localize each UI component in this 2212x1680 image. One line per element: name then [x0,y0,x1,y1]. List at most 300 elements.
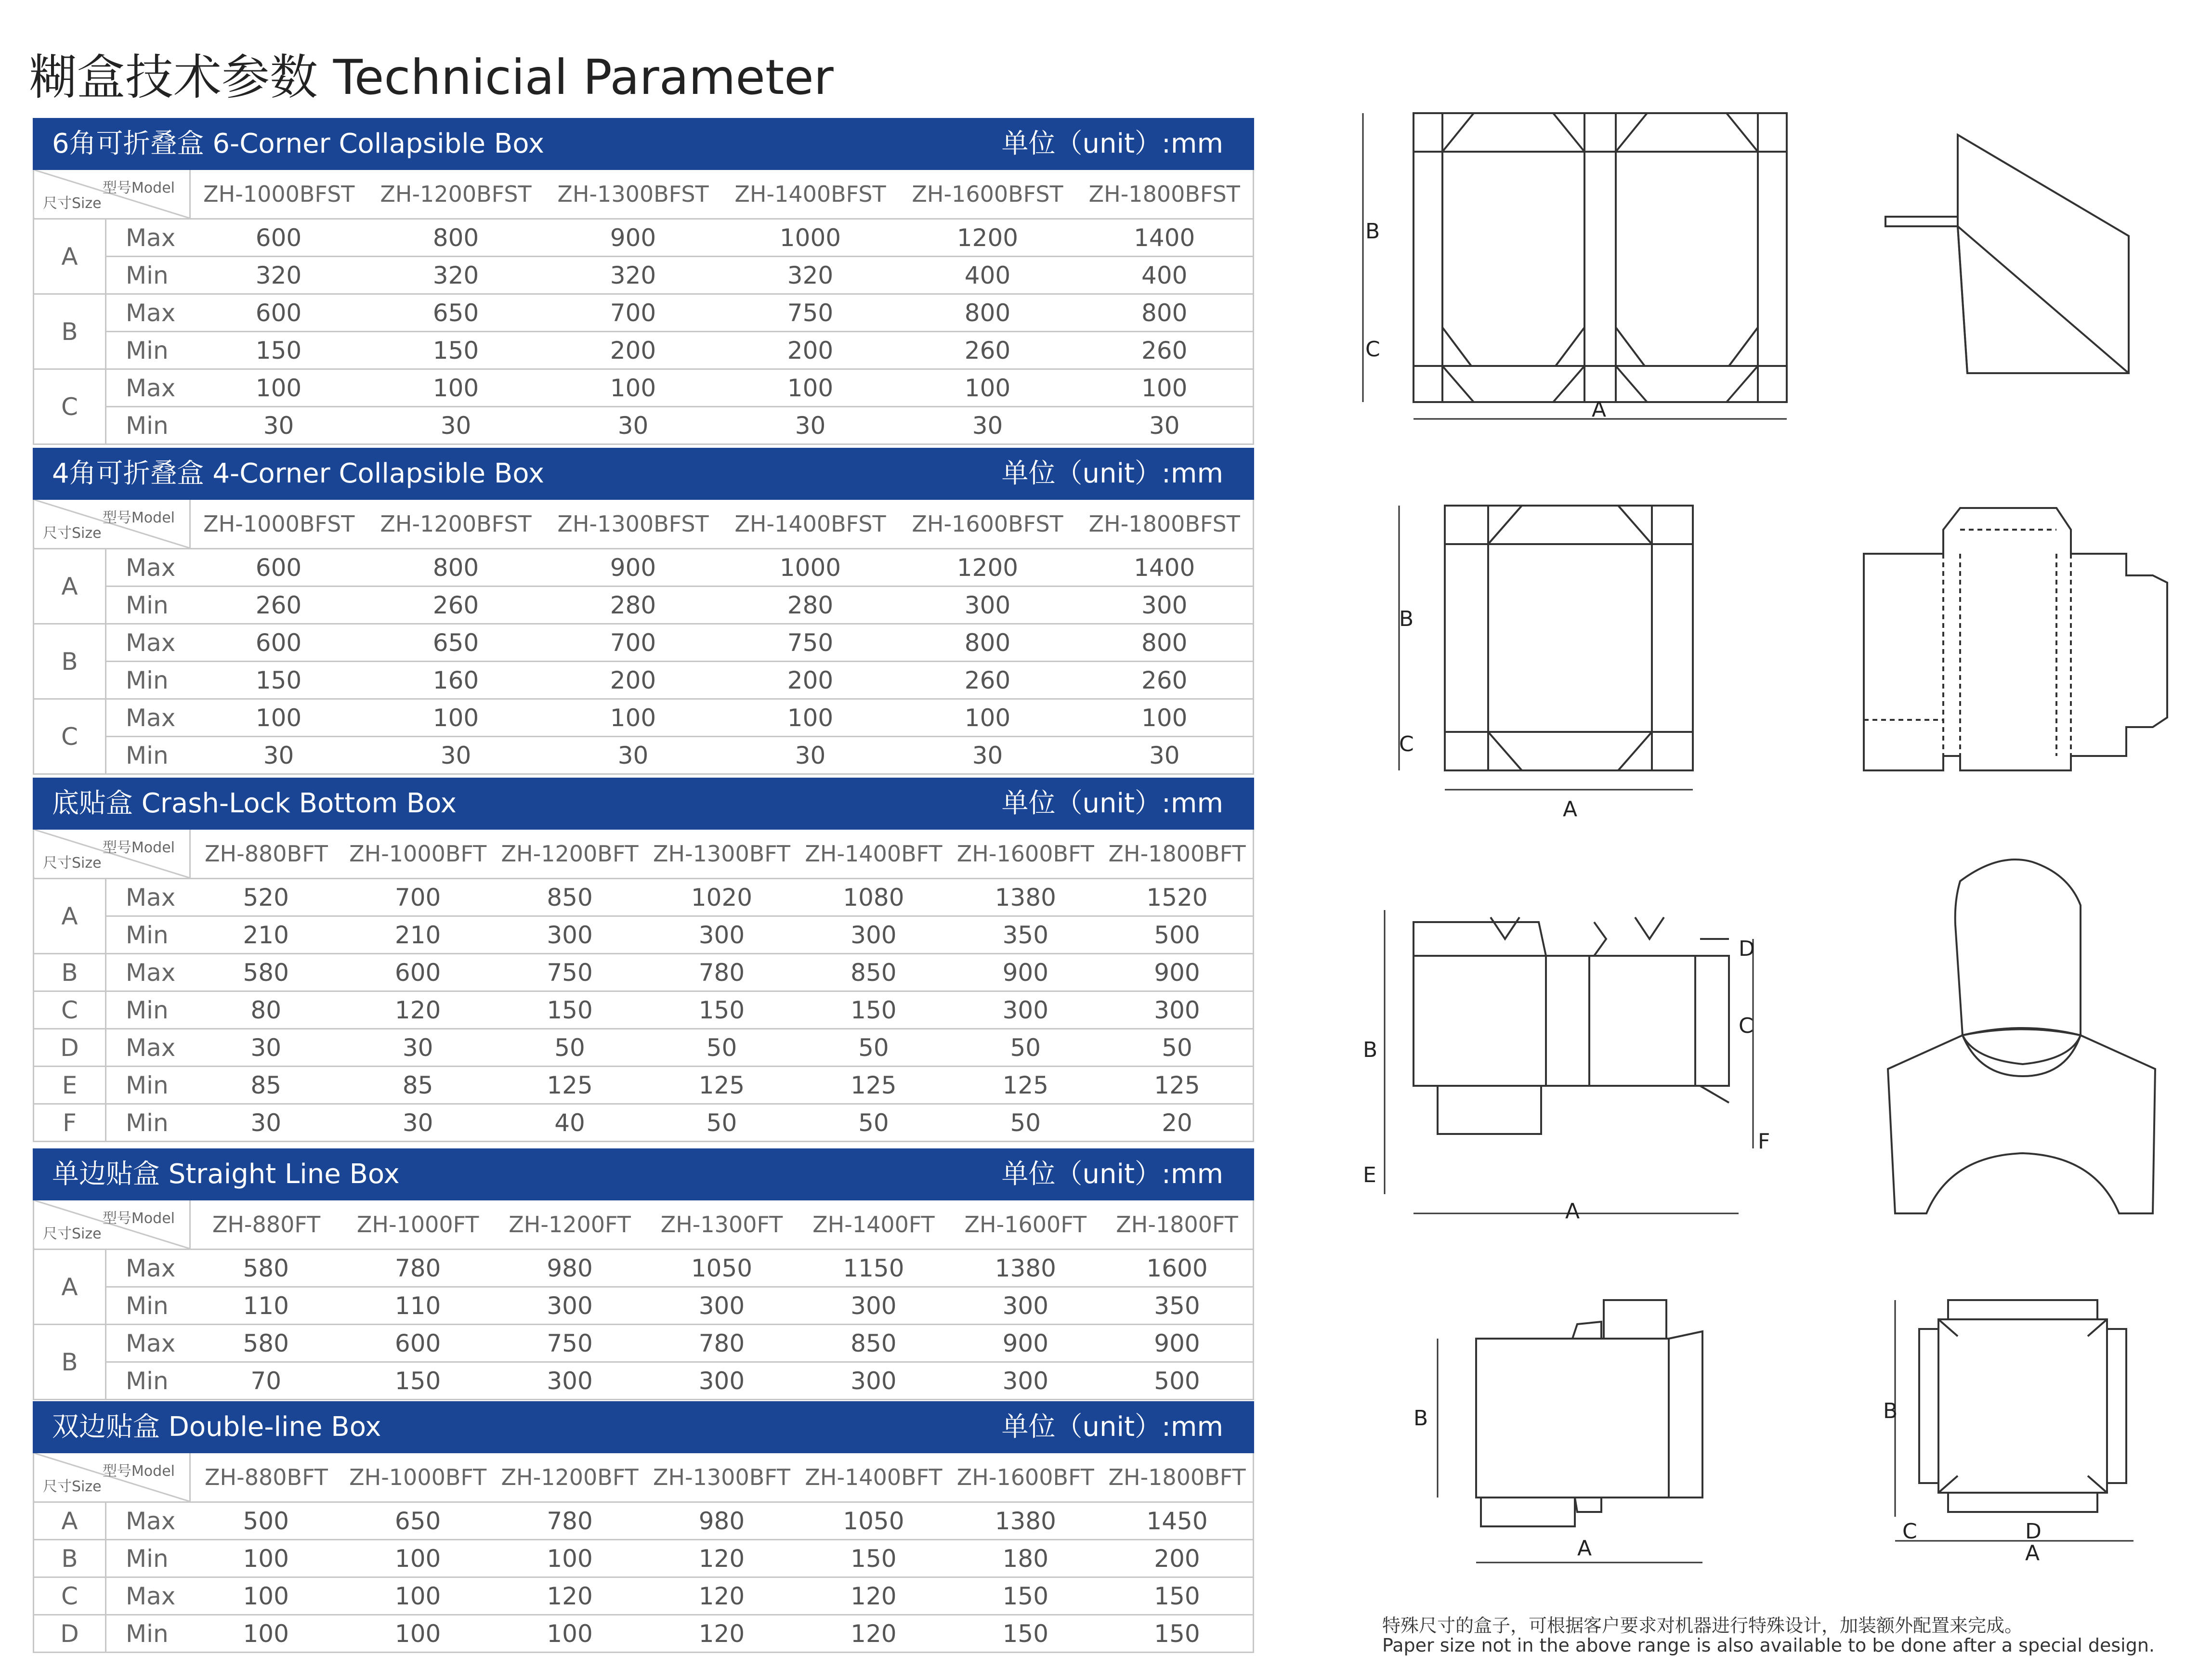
value-cell: 30 [1076,407,1254,444]
unit-label: 单位（unit）:mm [1001,1411,1223,1443]
value-cell: 100 [190,699,367,737]
diagram-label-c: C [1739,1014,1754,1038]
value-cell: 1000 [722,219,899,257]
model-name: ZH-1800BFT [1101,830,1253,879]
value-cell: 50 [950,1029,1101,1067]
value-cell: 650 [367,624,545,662]
model-name: ZH-1400BFST [722,500,899,549]
value-cell: 150 [494,991,645,1029]
model-name: ZH-1400BFST [722,170,899,219]
dimension-label: F [34,1104,106,1142]
value-cell: 320 [545,257,722,294]
model-name: ZH-1300BFT [646,830,798,879]
value-cell: 120 [342,991,494,1029]
value-cell: 300 [1076,586,1254,624]
value-cell: 150 [1101,1615,1253,1653]
model-name: ZH-1300FT [646,1200,798,1250]
model-name: ZH-880FT [190,1200,342,1250]
diagram-label-b: B [1414,1406,1428,1431]
value-cell: 100 [545,369,722,407]
value-cell: 120 [798,1577,949,1615]
value-cell: 30 [190,1104,342,1142]
value-cell: 50 [950,1104,1101,1142]
value-cell: 150 [798,1540,949,1577]
value-cell: 1400 [1076,219,1254,257]
value-cell: 750 [494,954,645,991]
value-cell: 850 [798,954,949,991]
diagram-label-c: C [1365,337,1380,362]
value-cell: 30 [722,407,899,444]
value-cell: 600 [190,624,367,662]
value-cell: 300 [494,1362,645,1400]
value-cell: 50 [646,1104,798,1142]
range-label: Min [106,1287,190,1325]
dimension-label: D [34,1029,106,1067]
model-name: ZH-1400BFT [798,1453,949,1502]
value-cell: 100 [190,1540,342,1577]
value-cell: 300 [899,586,1076,624]
diagram-label-a: A [2025,1541,2040,1565]
model-name: ZH-1400FT [798,1200,949,1250]
value-cell: 125 [950,1067,1101,1104]
value-cell: 125 [1101,1067,1253,1104]
value-cell: 150 [646,991,798,1029]
range-label: Max [106,624,190,662]
diagram-6-corner-3d [1885,135,2129,373]
value-cell: 780 [646,954,798,991]
model-name: ZH-1200BFT [494,1453,645,1502]
value-cell: 1380 [950,879,1101,916]
diagram-label-c: C [1399,732,1414,756]
value-cell: 900 [1101,954,1253,991]
size-label: 尺寸Size [43,855,102,872]
value-cell: 980 [494,1250,645,1287]
range-label: Max [106,1502,190,1540]
value-cell: 700 [342,879,494,916]
value-cell: 300 [494,916,645,954]
value-cell: 210 [342,916,494,954]
value-cell: 30 [1076,737,1254,774]
value-cell: 780 [646,1325,798,1362]
value-cell: 280 [722,586,899,624]
value-cell: 30 [190,737,367,774]
value-cell: 200 [545,662,722,699]
value-cell: 850 [798,1325,949,1362]
value-cell: 300 [798,1362,949,1400]
value-cell: 125 [494,1067,645,1104]
value-cell: 200 [722,662,899,699]
value-cell: 100 [722,699,899,737]
section-title: 底贴盒 Crash-Lock Bottom Box [52,788,457,819]
special-size-note-en: Paper size not in the above range is also available to be done after a special design. [1382,1635,2155,1656]
dimension-label: C [34,699,106,774]
model-name: ZH-1000BFT [342,830,494,879]
value-cell: 350 [950,916,1101,954]
value-cell: 750 [494,1325,645,1362]
model-name: ZH-1800FT [1101,1200,1253,1250]
value-cell: 1000 [722,549,899,586]
value-cell: 500 [1101,916,1253,954]
value-cell: 1600 [1101,1250,1253,1287]
value-cell: 280 [545,586,722,624]
range-label: Min [106,916,190,954]
model-label: 型号Model [102,839,175,856]
value-cell: 200 [1101,1540,1253,1577]
value-cell: 500 [190,1502,342,1540]
value-cell: 100 [367,699,545,737]
value-cell: 85 [190,1067,342,1104]
model-name: ZH-880BFT [190,1453,342,1502]
model-name: ZH-1600BFT [950,830,1101,879]
page-title: 糊盒技术参数 Technicial Parameter [29,49,834,105]
value-cell: 580 [190,954,342,991]
model-name: ZH-1200BFST [367,170,545,219]
value-cell: 100 [1076,369,1254,407]
value-cell: 30 [367,407,545,444]
model-name: ZH-1200BFT [494,830,645,879]
unit-label: 单位（unit）:mm [1001,128,1223,159]
value-cell: 30 [342,1029,494,1067]
value-cell: 50 [494,1029,645,1067]
range-label: Max [106,294,190,332]
value-cell: 120 [646,1577,798,1615]
value-cell: 1380 [950,1250,1101,1287]
model-label: 型号Model [102,180,175,196]
value-cell: 40 [494,1104,645,1142]
value-cell: 750 [722,624,899,662]
value-cell: 200 [722,332,899,369]
dimension-label: B [34,1325,106,1400]
value-cell: 30 [190,407,367,444]
dimension-label: A [34,219,106,294]
value-cell: 320 [367,257,545,294]
value-cell: 260 [1076,662,1254,699]
value-cell: 300 [798,1287,949,1325]
value-cell: 150 [798,991,949,1029]
value-cell: 100 [899,699,1076,737]
value-cell: 150 [1101,1577,1253,1615]
model-name: ZH-1800BFST [1076,500,1254,549]
dimension-label: B [34,954,106,991]
model-name: ZH-1000BFT [342,1453,494,1502]
model-name: ZH-1000BFST [190,170,367,219]
diagram-label-c: C [1902,1519,1917,1544]
value-cell: 100 [190,369,367,407]
range-label: Min [106,737,190,774]
value-cell: 70 [190,1362,342,1400]
range-label: Max [106,549,190,586]
value-cell: 700 [545,294,722,332]
value-cell: 160 [367,662,545,699]
value-cell: 80 [190,991,342,1029]
value-cell: 100 [545,699,722,737]
range-label: Min [106,1104,190,1142]
dimension-label: C [34,369,106,444]
value-cell: 300 [950,1362,1101,1400]
value-cell: 1520 [1101,879,1253,916]
dimension-label: B [34,294,106,369]
range-label: Max [106,1029,190,1067]
value-cell: 30 [545,737,722,774]
value-cell: 200 [545,332,722,369]
model-name: ZH-1800BFT [1101,1453,1253,1502]
range-label: Max [106,1577,190,1615]
value-cell: 780 [494,1502,645,1540]
value-cell: 300 [494,1287,645,1325]
value-cell: 750 [722,294,899,332]
range-label: Min [106,1615,190,1653]
value-cell: 600 [190,294,367,332]
diagram-label-d: D [2025,1519,2042,1544]
value-cell: 900 [545,219,722,257]
diagram-label-b: B [1399,607,1414,631]
value-cell: 20 [1101,1104,1253,1142]
value-cell: 110 [190,1287,342,1325]
model-label: 型号Model [102,1210,175,1227]
value-cell: 50 [798,1029,949,1067]
value-cell: 700 [545,624,722,662]
value-cell: 100 [190,1615,342,1653]
value-cell: 210 [190,916,342,954]
unit-label: 单位（unit）:mm [1001,458,1223,489]
value-cell: 30 [899,737,1076,774]
range-label: Min [106,1540,190,1577]
model-name: ZH-1200BFST [367,500,545,549]
value-cell: 900 [545,549,722,586]
value-cell: 150 [950,1615,1101,1653]
dimension-label: A [34,879,106,954]
value-cell: 110 [342,1287,494,1325]
model-name: ZH-1600BFST [899,170,1076,219]
range-label: Max [106,219,190,257]
value-cell: 1080 [798,879,949,916]
dimension-label: A [34,1250,106,1325]
value-cell: 100 [342,1615,494,1653]
value-cell: 50 [646,1029,798,1067]
diagram-label-a: A [1577,1536,1592,1561]
value-cell: 120 [494,1577,645,1615]
value-cell: 100 [494,1540,645,1577]
range-label: Max [106,1250,190,1287]
model-name: ZH-1300BFST [545,500,722,549]
value-cell: 600 [190,219,367,257]
value-cell: 30 [367,737,545,774]
value-cell: 520 [190,879,342,916]
value-cell: 30 [899,407,1076,444]
model-name: ZH-1000BFST [190,500,367,549]
diagram-label-e: E [1363,1163,1376,1187]
value-cell: 1380 [950,1502,1101,1540]
value-cell: 600 [342,954,494,991]
size-label: 尺寸Size [43,525,102,542]
value-cell: 100 [722,369,899,407]
value-cell: 100 [494,1615,645,1653]
value-cell: 50 [1101,1029,1253,1067]
value-cell: 500 [1101,1362,1253,1400]
special-size-note-cn: 特殊尺寸的盒子，可根据客户要求对机器进行特殊设计，加装额外配置来完成。 [1382,1615,2023,1636]
dimension-label: A [34,1502,106,1540]
dimension-label: D [34,1615,106,1653]
value-cell: 1020 [646,879,798,916]
value-cell: 30 [342,1104,494,1142]
model-name: ZH-1400BFT [798,830,949,879]
model-name: ZH-1000FT [342,1200,494,1250]
range-label: Min [106,662,190,699]
dimension-label: B [34,624,106,699]
diagram-crash-lock-3d [1888,860,2155,1213]
value-cell: 100 [342,1577,494,1615]
value-cell: 120 [646,1540,798,1577]
value-cell: 300 [798,916,949,954]
size-label: 尺寸Size [43,1225,102,1242]
range-label: Min [106,257,190,294]
value-cell: 1200 [899,219,1076,257]
value-cell: 1150 [798,1250,949,1287]
range-label: Max [106,954,190,991]
diagram-label-a: A [1592,397,1607,422]
range-label: Min [106,1362,190,1400]
diagram-label-b: B [1365,219,1380,244]
value-cell: 900 [1101,1325,1253,1362]
value-cell: 180 [950,1540,1101,1577]
unit-label: 单位（unit）:mm [1001,788,1223,819]
value-cell: 400 [899,257,1076,294]
dimension-label: C [34,991,106,1029]
value-cell: 350 [1101,1287,1253,1325]
range-label: Min [106,407,190,444]
value-cell: 600 [342,1325,494,1362]
value-cell: 800 [899,624,1076,662]
dimension-label: E [34,1067,106,1104]
size-label: 尺寸Size [43,195,102,212]
range-label: Min [106,1067,190,1104]
section-title: 4角可折叠盒 4-Corner Collapsible Box [52,458,544,489]
model-name: ZH-1300BFT [646,1453,798,1502]
value-cell: 1200 [899,549,1076,586]
value-cell: 150 [367,332,545,369]
section-title: 双边贴盒 Double-line Box [52,1411,381,1443]
diagram-label-a: A [1563,797,1578,821]
value-cell: 150 [342,1362,494,1400]
diagram-label-b: B [1883,1399,1898,1423]
value-cell: 300 [646,916,798,954]
diagram-crash-lock-flat [1363,910,1770,1224]
dimension-label: A [34,549,106,624]
unit-label: 单位（unit）:mm [1001,1159,1223,1190]
value-cell: 800 [1076,624,1254,662]
range-label: Max [106,369,190,407]
range-label: Max [106,879,190,916]
diagram-label-d: D [1739,937,1755,961]
value-cell: 260 [367,586,545,624]
value-cell: 300 [646,1362,798,1400]
range-label: Min [106,332,190,369]
value-cell: 300 [646,1287,798,1325]
value-cell: 800 [1076,294,1254,332]
model-name: ZH-1600BFT [950,1453,1101,1502]
value-cell: 260 [899,662,1076,699]
size-label: 尺寸Size [43,1478,102,1495]
value-cell: 30 [190,1029,342,1067]
value-cell: 30 [722,737,899,774]
diagram-4-corner-unfolded [1864,508,2167,770]
value-cell: 100 [342,1540,494,1577]
value-cell: 320 [190,257,367,294]
value-cell: 780 [342,1250,494,1287]
value-cell: 300 [950,991,1101,1029]
value-cell: 1050 [646,1250,798,1287]
range-label: Min [106,586,190,624]
value-cell: 320 [722,257,899,294]
value-cell: 120 [798,1615,949,1653]
value-cell: 650 [367,294,545,332]
value-cell: 580 [190,1250,342,1287]
section-title: 单边贴盒 Straight Line Box [52,1159,400,1190]
model-label: 型号Model [102,1463,175,1480]
value-cell: 85 [342,1067,494,1104]
value-cell: 100 [367,369,545,407]
value-cell: 150 [190,332,367,369]
model-name: ZH-1800BFST [1076,170,1254,219]
section-title: 6角可折叠盒 6-Corner Collapsible Box [52,128,544,159]
diagram-4-corner-flat [1399,506,1693,821]
value-cell: 100 [190,1577,342,1615]
diagram-6-corner-flat [1363,113,1787,422]
model-name: ZH-1200FT [494,1200,645,1250]
value-cell: 800 [899,294,1076,332]
value-cell: 650 [342,1502,494,1540]
diagram-straight-line-flat [1414,1300,1702,1563]
model-name: ZH-1600BFST [899,500,1076,549]
value-cell: 980 [646,1502,798,1540]
value-cell: 260 [1076,332,1254,369]
value-cell: 150 [950,1577,1101,1615]
model-name: ZH-1300BFST [545,170,722,219]
value-cell: 900 [950,1325,1101,1362]
value-cell: 30 [545,407,722,444]
value-cell: 600 [190,549,367,586]
diagram-label-a: A [1565,1199,1580,1224]
value-cell: 1050 [798,1502,949,1540]
value-cell: 125 [798,1067,949,1104]
range-label: Max [106,699,190,737]
value-cell: 260 [190,586,367,624]
value-cell: 300 [950,1287,1101,1325]
value-cell: 800 [367,219,545,257]
value-cell: 100 [1076,699,1254,737]
model-name: ZH-880BFT [190,830,342,879]
diagram-label-b: B [1363,1038,1378,1062]
dimension-label: C [34,1577,106,1615]
value-cell: 300 [1101,991,1253,1029]
range-label: Min [106,991,190,1029]
model-label: 型号Model [102,509,175,526]
value-cell: 850 [494,879,645,916]
value-cell: 1450 [1101,1502,1253,1540]
value-cell: 125 [646,1067,798,1104]
value-cell: 100 [899,369,1076,407]
dimension-label: B [34,1540,106,1577]
value-cell: 50 [798,1104,949,1142]
range-label: Max [106,1325,190,1362]
diagram-label-f: F [1758,1129,1770,1154]
value-cell: 120 [646,1615,798,1653]
value-cell: 800 [367,549,545,586]
value-cell: 150 [190,662,367,699]
diagram-double-line-flat [1883,1300,2133,1565]
value-cell: 260 [899,332,1076,369]
value-cell: 900 [950,954,1101,991]
